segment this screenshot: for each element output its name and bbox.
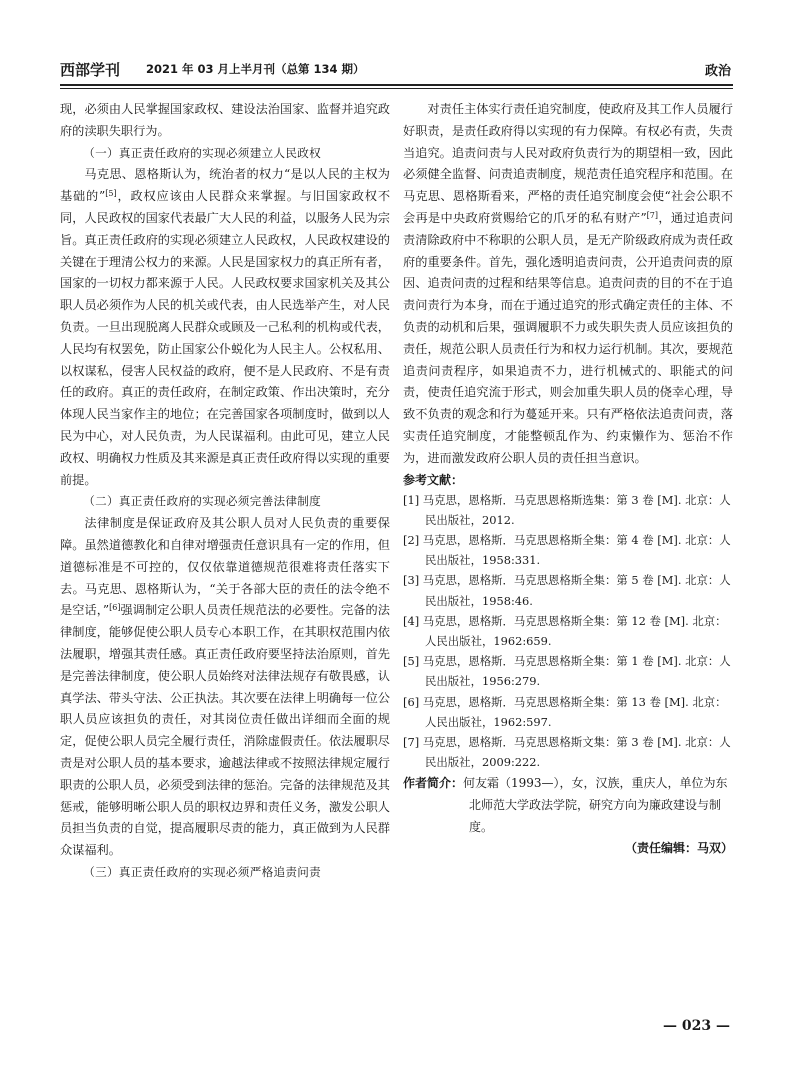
reference-item: [2] 马克思，恩格斯．马克思恩格斯全集：第 4 卷 [M]. 北京：人民出版社，1958:331.	[403, 532, 731, 568]
body-paragraph: 马克思、恩格斯认为，统治者的权力“是以人民的主权为基础的”[5]，政权应该由人民群众来掌握。与旧国家政权不同，人民政权的国家代表最广大人民的利益，以服务人民为宗旨。真正责任政府的实现必须建立人民政权，人民政权建设的关键在于理清公权力的来源。人民是国家权力的真正所有者，国家的一切权力都来源于人民。人民政权要求国家机关及其公职人员必须作为人民的机关或代表，由人民选举产生，对人民负责。一旦出现脱离人民群众或顾及一己私利的机构或代表，人民均有权罢免，防止国家公仆蜕化为人民主人。公权私用、以权谋私，侵害人民权益的政府，便不是人民政府、不是有责任的政府。真正的责任政府，在制定政策、作出决策时，充分体现人民当家作主的地位；在完善国家各项制度时，做到以人民为中心，对人民负责，为人民谋福利。由此可见，建立人民政权、明确权力性质及其来源是真正责任政府得以实现的重要前提。	[60, 167, 391, 487]
author-bio-label: 作者简介：	[403, 776, 464, 791]
body-paragraph: 法律制度是保证政府及其公职人员对人民负责的重要保障。虽然道德教化和自律对增强责任意识具有一定的作用，但道德标准是不可控的，仅仅依靠道德规范很难将责任落实下去。马克思、恩格斯认为，“关于各部大臣的责任的法令绝不是空话，”[6]强调制定公职人员责任规范法的必要性。完备的法律制度，能够促使公职人员专心本职工作，在其职权范围内依法履职，增强其责任感。真正责任政府要坚持法治原则，首先是完善法律制度，使公职人员始终对法律法规存有敬畏感，认真学法、带头守法、公正执法。其次要在法律上明确每一位公职人员应该担负的责任，对其岗位责任做出详细而全面的规定，促使公职人员完全履行责任，消除虚假责任。依法履职尽责是对公职人员的基本要求，逾越法律或不按照法律规定履行职责的公职人员，必须受到法律的惩治。完备的法律规范及其惩戒，能够明晰公职人员的职权边界和责任义务，激发公职人员担当负责的自觉，提高履职尽责的能力，真正做到为人民群众谋福利。	[60, 516, 390, 858]
reference-list	[403, 490, 733, 773]
reference-item: [5] 马克思，恩格斯．马克思恩格斯全集：第 1 卷 [M]. 北京：人民出版社，1956:279.	[403, 654, 731, 689]
reference-item: [4] 马克思，恩格斯．马克思恩格斯全集：第 12 卷 [M]. 北京：人民出版社，1962:659.	[403, 613, 727, 648]
reference-item: [1] 马克思，恩格斯．马克思恩格斯选集：第 3 卷 [M]. 北京：人民出版社，2012.	[403, 492, 731, 527]
page-header	[60, 59, 733, 81]
reference-item: [3] 马克思，恩格斯．马克思恩格斯全集：第 5 卷 [M]. 北京：人民出版社，1958:46.	[403, 573, 731, 608]
journal-logo: 西部学刊	[60, 61, 121, 79]
header-rule-thick	[60, 84, 733, 86]
citation-mark: [6]	[109, 603, 121, 613]
section-heading: （三）真正责任政府的实现必须严格追责问责	[83, 864, 322, 879]
references-heading: 参考文献：	[403, 472, 464, 487]
page-number: — 023 —	[663, 1018, 730, 1034]
citation-mark: [5]	[105, 189, 117, 199]
left-column	[60, 99, 390, 884]
issue-info: 2021 年 03 月上半月刊（总第 134 期）	[146, 62, 365, 76]
section-heading: （二）真正责任政府的实现必须完善法律制度	[83, 494, 322, 509]
right-column	[403, 99, 733, 860]
reference-item: [7] 马克思，恩格斯．马克思恩格斯文集：第 3 卷 [M]. 北京：人民出版社，2009:222.	[403, 734, 731, 770]
section-heading: （一）真正责任政府的实现必须建立人民政权	[83, 145, 322, 160]
reference-item: [6] 马克思，恩格斯．马克思恩格斯全集：第 13 卷 [M]. 北京：人民出版社，1962:597.	[403, 694, 727, 729]
section-label: 政治	[704, 64, 731, 79]
header-rule-thin	[60, 88, 733, 89]
body-paragraph: 对责任主体实行责任追究制度，使政府及其工作人员履行好职责，是责任政府得以实现的有力保障。有权必有责，失责当追究。追责问责与人民对政府负责行为的期望相一致，因此必须健全监督、问责追责制度，规范责任追究程序和范围。在马克思、恩格斯看来，严格的责任追究制度会使“社会公职不会再是中央政府赏赐给它的爪牙的私有财产”[7]，通过追责问责清除政府中不称职的公职人员，是无产阶级政府成为责任政府的重要条件。首先，强化透明追责问责，公开追责问责的原因、追责问责的过程和结果等信息。追责问责的目的不在于追责问责行为本身，而在于通过追究的形式确定责任的主体、不负责的动机和后果，强调履职不力或失职失责人员应该担负的责任，规范公职人员责任行为和权力运行机制。其次，要规范追责问责程序，如果追责不力，进行机械式的、职能式的问责，使责任追究流于形式，则会加重失职人员的侥幸心理，导致不负责的观念和行为蔓延开来。只有严格依法追责问责，落实责任追究制度，才能整顿乱作为、约束懒作为、惩治不作为，进而激发政府公职人员的责任担当意识。	[403, 102, 733, 465]
author-bio: 作者简介：何友霜（1993—），女，汉族，重庆人，单位为东北师范大学政法学院，研究方向为廉政建设与制度。	[403, 776, 728, 835]
responsible-editor: （责任编辑：马双）	[624, 841, 733, 856]
body-paragraph: 现，必须由人民掌握国家政权、建设法治国家、监督并追究政府的渎职失职行为。	[60, 102, 390, 138]
